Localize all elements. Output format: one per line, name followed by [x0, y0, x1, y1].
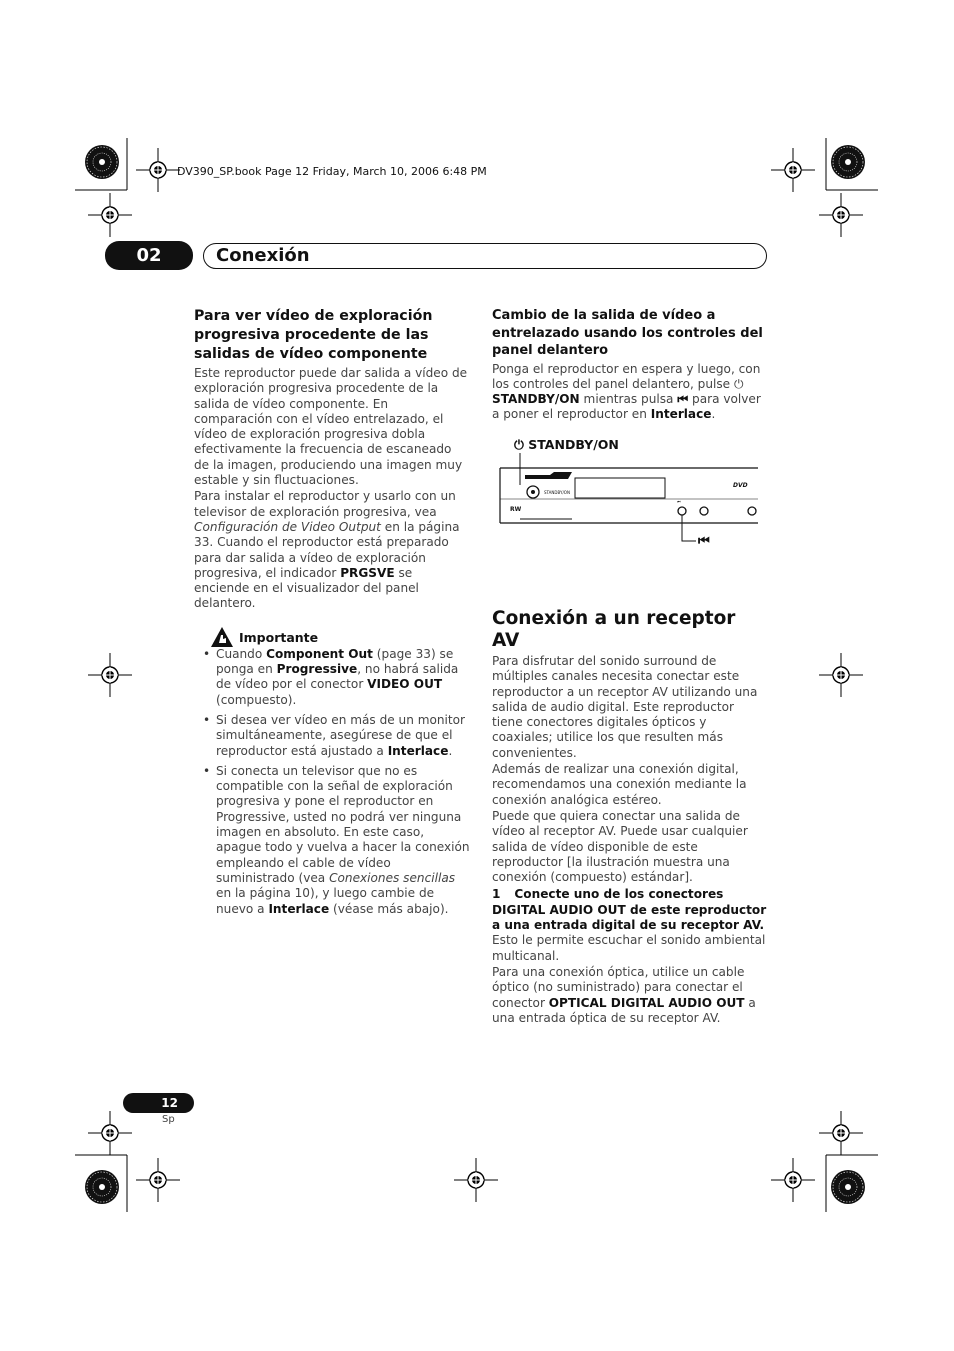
right-column-bottom — [492, 608, 768, 1026]
left-column — [194, 307, 470, 922]
star-mark-bottom-left — [85, 1170, 119, 1204]
paragraph: Esto le permite escuchar el sonido ambiental multicanal. — [492, 933, 766, 963]
step-1: 1 Conecte uno de los conectores DIGITAL AUDIO OUT de este reproductor a una entrada digital de su receptor AV. — [492, 887, 767, 933]
chapter-title: Conexión — [216, 245, 310, 266]
star-mark-top-right — [831, 145, 865, 179]
list-item: • Cuando Component Out (page 33) se ponga en Progressive, no habrá salida de vídeo por el conector VIDEO OUT (compuesto). — [194, 647, 470, 708]
svg-text:⏮: ⏮ — [677, 499, 681, 504]
paragraph: Ponga el reproductor en espera y luego, con los controles del panel delantero, pulse ⏻ STANDBY/ON mientras pulsa ⏮ para volver a poner el reproductor en Interlace. — [492, 361, 761, 422]
paragraph: Puede que quiera conectar una salida de vídeo al receptor AV. Puede usar cualquier salida de vídeo disponible de este reproductor [la ilustración muestra una conexión (compuesto) estándar]. — [492, 808, 748, 885]
svg-text:STANDBY/ON: STANDBY/ON — [544, 490, 570, 495]
paragraph: Además de realizar una conexión digital, recomendamos una conexión mediante la conexión analógica estéreo. — [492, 762, 747, 807]
pioneer-logo — [525, 472, 572, 479]
list-item: • Si conecta un televisor que no es compatible con la señal de exploración progresiva y pone el reproductor en Progressive, usted no podrá ver ninguna imagen en absoluto. En este caso, apague todo y vuelva a hacer la conexión empleando el cable de vídeo suministrado (vea Conexiones sencillas en la página 10), y luego cambie de nuevo a Interlace (véase más abajo). — [194, 764, 470, 917]
list-item: • Si desea ver vídeo en más de un monitor simultáneamente, asegúrese de que el reproductor está ajustado a Interlace. — [194, 713, 470, 759]
right-column-top — [492, 307, 768, 423]
important-list — [194, 647, 470, 917]
page-number: 12 — [123, 1093, 194, 1113]
paragraph: Este reproductor puede dar salida a vídeo de exploración progresiva procedente de la salida de vídeo componente. En comparación con el vídeo entrelazado, el vídeo de exploración progresiva dobla efectivamente la frecuencia de escaneado de la imagen, produciendo una imagen muy estable y sin fluctuaciones. — [194, 366, 468, 488]
important-label: Importante — [239, 629, 319, 645]
rw-label: RW — [510, 506, 522, 513]
chapter-number: 02 — [105, 241, 193, 270]
prev-label: ⏮ — [698, 534, 710, 549]
section-heading-progressive: Para ver vídeo de exploración progresiva procedente de las salidas de vídeo componente — [194, 308, 433, 362]
star-mark-bottom-right — [831, 1170, 865, 1204]
standby-label: ⏻ STANDBY/ON — [514, 437, 619, 452]
warning-icon — [210, 626, 234, 648]
dvd-logo: DVD — [733, 482, 748, 489]
page-language: Sp — [162, 1114, 175, 1125]
prev-button — [678, 507, 686, 515]
paragraph: Para disfrutar del sonido surround de múltiples canales necesita conectar este reproductor a un receptor AV utilizando una salida de audio digital. Este reproductor tiene conectores digitales ópticos y coaxiales; utilice los que resulten más convenientes. — [492, 654, 758, 760]
paragraph: Para una conexión óptica, utilice un cable óptico (no suministrado) para conectar el conector OPTICAL DIGITAL AUDIO OUT a una entrada óptica de su receptor AV. — [492, 964, 756, 1025]
paragraph: Para instalar el reproductor y usarlo con un televisor de exploración progresiva, vea Configuración de Video Output en la página 33. Cuando el reproductor está preparado para dar salida a vídeo de exploración progresiva, el indicador PRGSVE se enciende en el visualizador del panel delantero. — [194, 489, 460, 611]
print-header-info: DV390_SP.book Page 12 Friday, March 10, 2006 6:48 PM — [177, 165, 487, 178]
section-heading-interlace: Cambio de la salida de vídeo a entrelazado usando los controles del panel delantero — [492, 308, 763, 358]
front-panel-figure — [492, 435, 762, 555]
section-heading-av-receiver: Conexión a un receptor AV — [492, 608, 736, 651]
star-mark-top-left — [85, 145, 119, 179]
dvd-player-panel — [492, 435, 762, 555]
